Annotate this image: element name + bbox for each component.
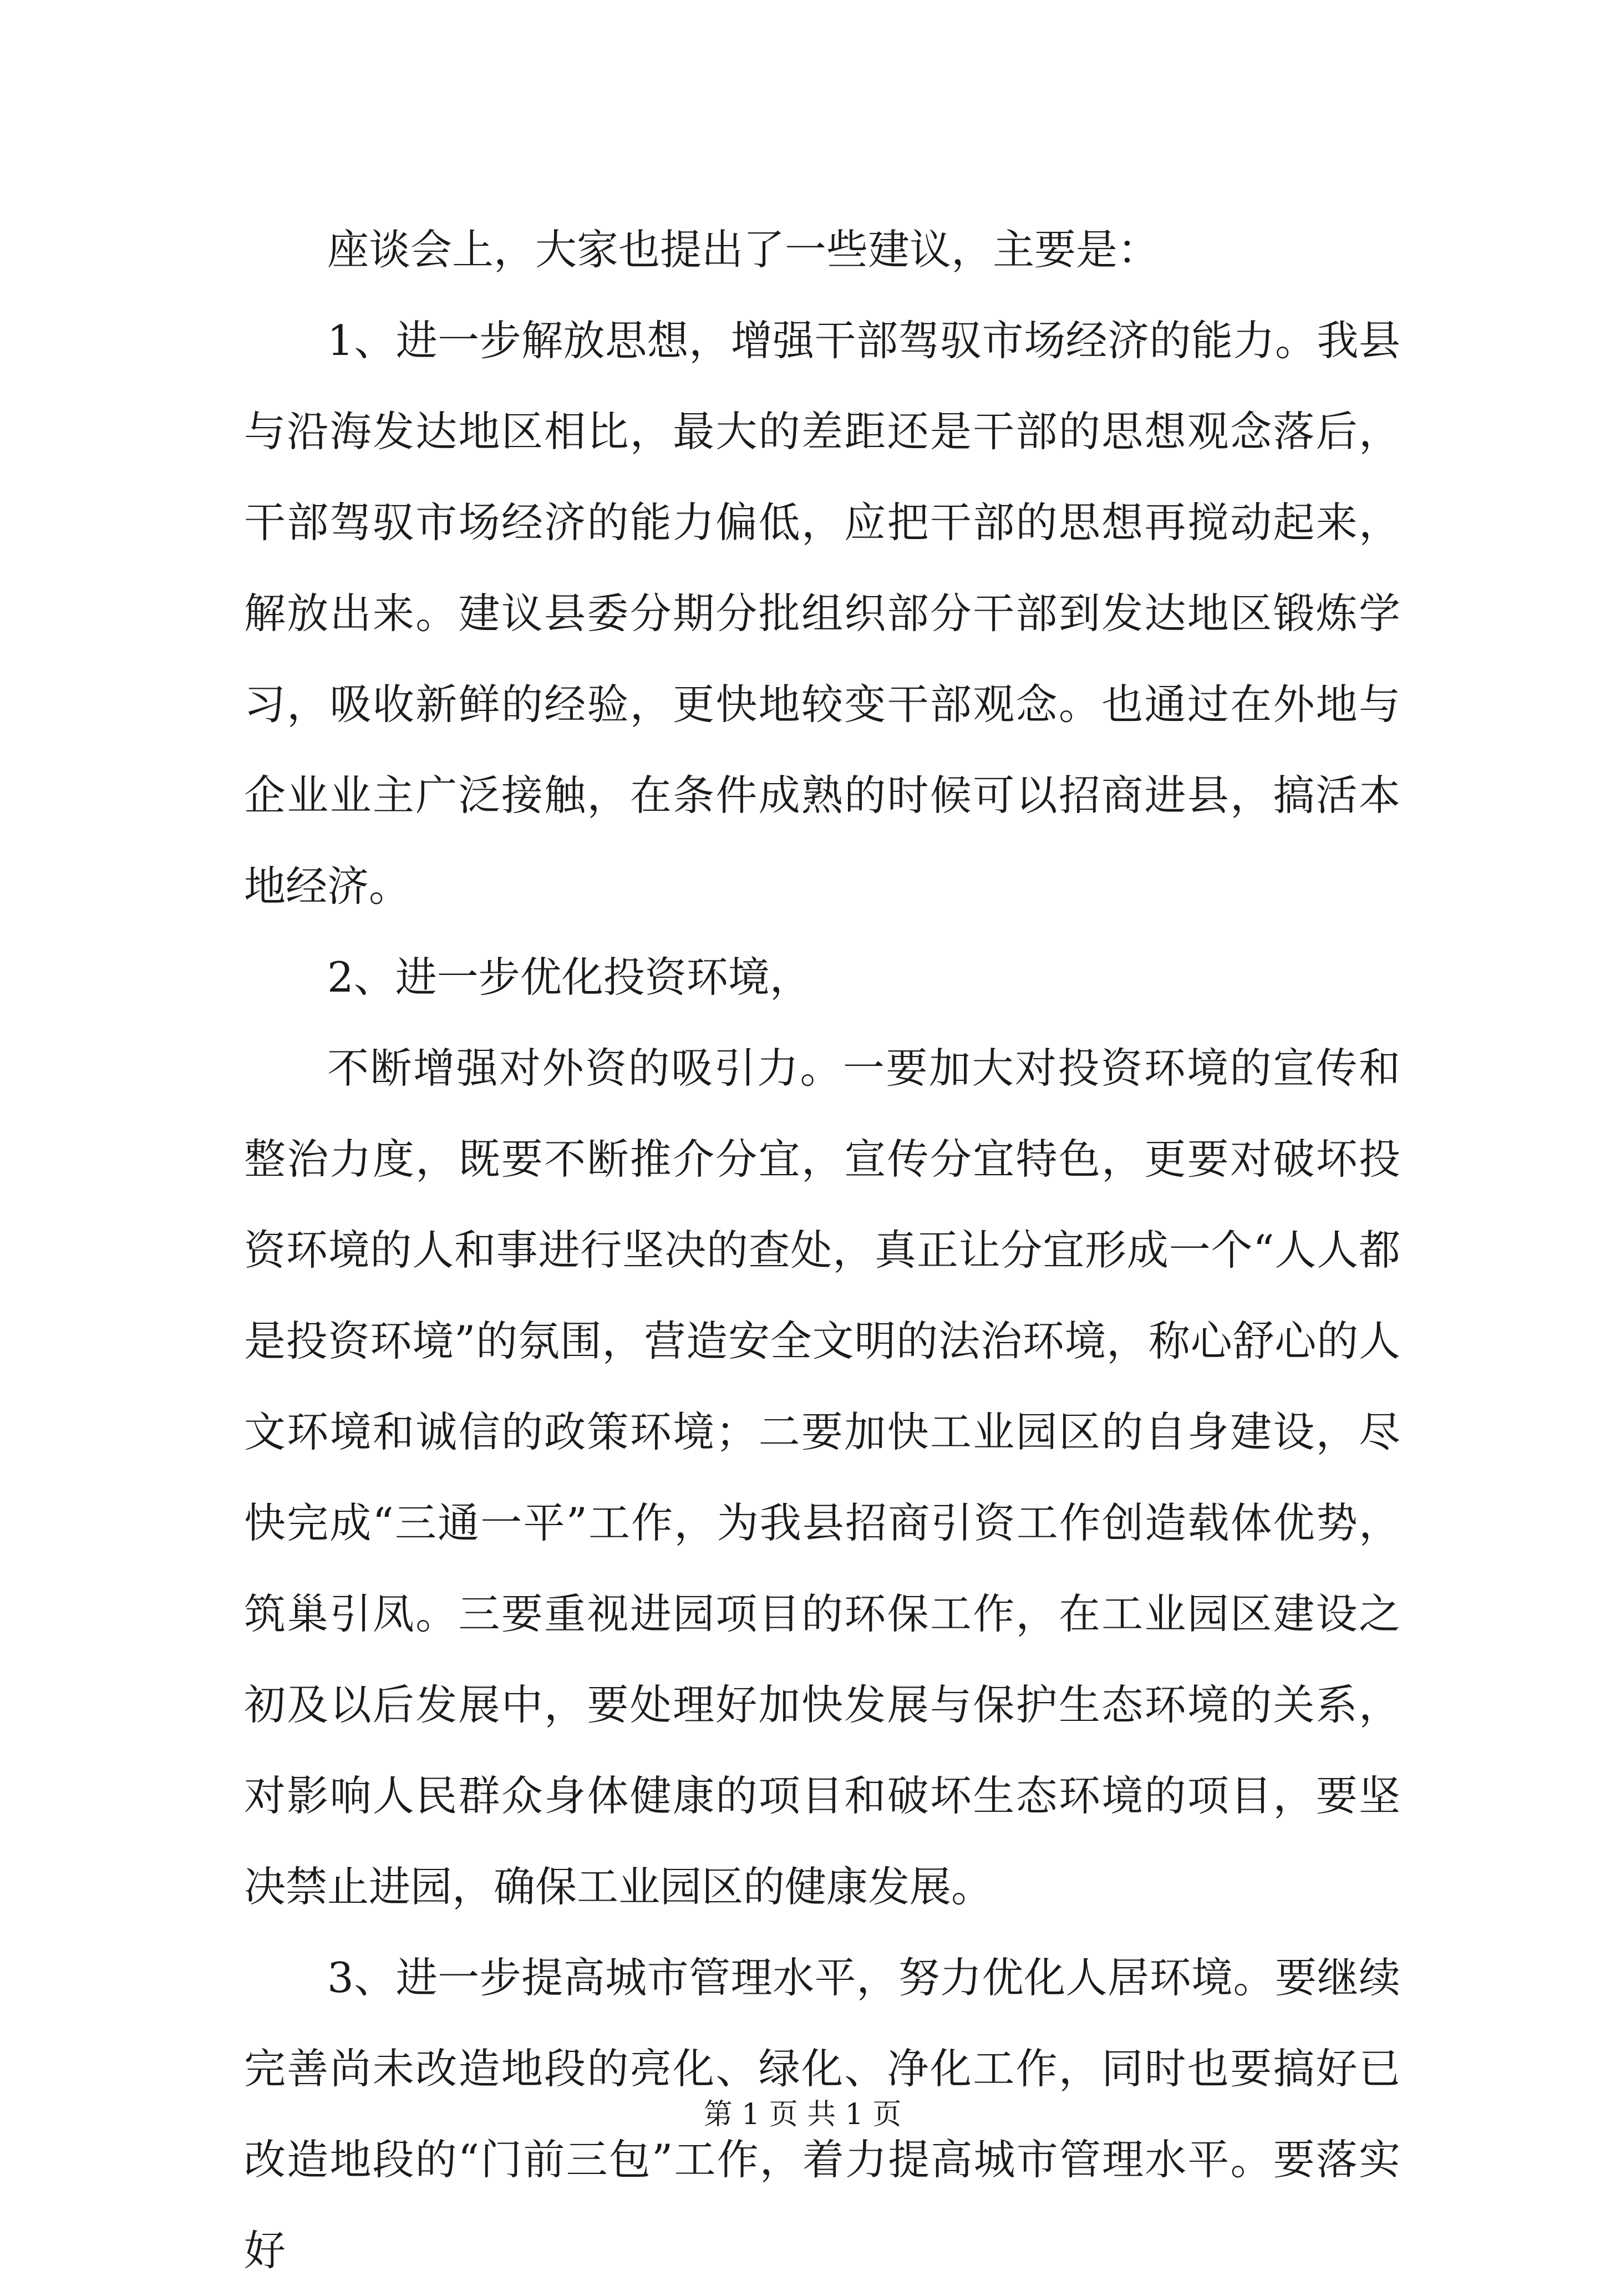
paragraph-intro: 座谈会上，大家也提出了一些建议，主要是： (327, 225, 1160, 274)
paragraph-suggestion-2-heading: 2、进一步优化投资环境， (327, 953, 811, 1002)
paragraph-suggestion-2-body: 不断增强对外资的吸引力。一要加大对投资环境的宣传和整治力度，既要不断推介分宜，宣传分宜特色，更要对破坏投资环境的人和事进行坚决的查处，真正让分宜形成一个“人人都是投资环境”的氛围，营造安全文明的法治环境，称心舒心的人文环境和诚信的政策环境；二要加快工业园区的自身建设，尽快完成“三通一平”工作，为我县招商引资工作创造载体优势，筑巢引凤。三要重视进园项目的环保工作，在工业园区建设之初及以后发展中，要处理好加快发展与保护生态环境的关系，对影响人民群众身体健康的项目和破坏生态环境的项目，要坚决禁止进园，确保工业园区的健康发展。 (244, 1044, 1400, 1911)
paragraph-suggestion-3: 3、进一步提高城市管理水平，努力优化人居环境。要继续完善尚未改造地段的亮化、绿化、净化工作，同时也要搞好已改造地段的“门前三包”工作，着力提高城市管理水平。要落实好 (244, 1953, 1400, 2275)
paragraph-suggestion-1: 1、进一步解放思想，增强干部驾驭市场经济的能力。我县与沿海发达地区相比，最大的差距还是干部的思想观念落后，干部驾驭市场经济的能力偏低，应把干部的思想再搅动起来，解放出来。建议县委分期分批组织部分干部到发达地区锻炼学习，吸收新鲜的经验，更快地较变干部观念。也通过在外地与企业业主广泛接触，在条件成熟的时候可以招商进县，搞活本地经济。 (244, 316, 1400, 911)
document-body (244, 204, 1400, 2296)
page-footer: 第 1 页 共 1 页 (703, 2098, 902, 2131)
